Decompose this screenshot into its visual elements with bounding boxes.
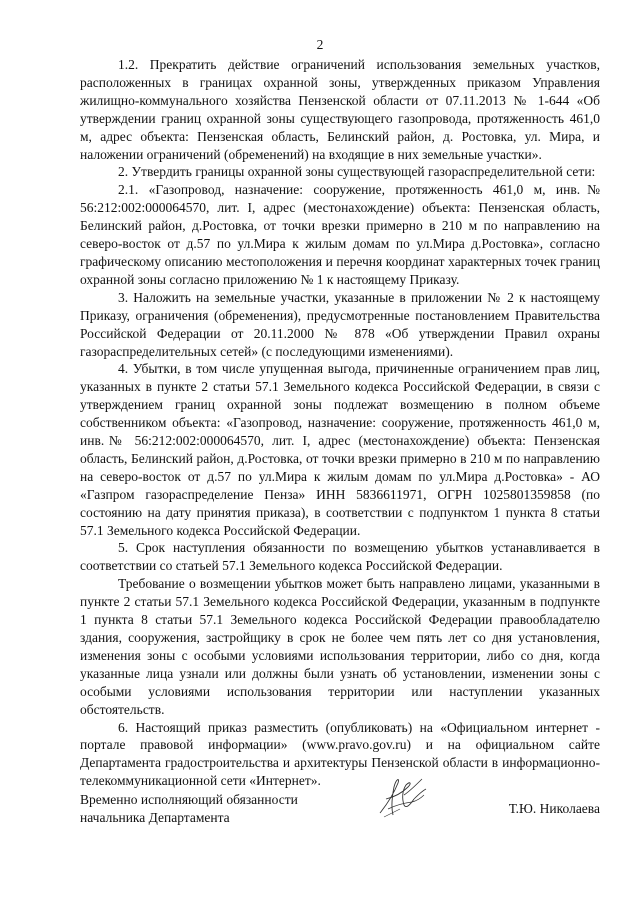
signatory-position-line-1: Временно исполняющий обязанности	[80, 792, 298, 807]
paragraph-2-1: 2.1. «Газопровод, назначение: сооружение, протяженность 461,0 м, инв.№ 56:212:002:000064570, лит. I, адрес (местонахождение) объекта: Пензенская область, Белинский район, д.Ростовка, от точки врезки примерно в 210 м по направлению на северо-восток от д.57 по ул.Мира к жилым домам по ул.Мира д.Ростовка», согласно графическому описанию местоположения и перечня координат характерных точек границ охранной зоны согласно приложению № 1 к настоящему Приказу.	[80, 182, 600, 287]
signatory-position	[80, 791, 298, 827]
paragraph-1-2: 1.2. Прекратить действие ограничений использования земельных участков, расположенных в границах охранной зоны, утвержденных приказом Управления жилищно-коммунального хозяйства Пензенской области от 07.11.2013 № 1-644 «Об утверждении границ охранной зоны существующего газопровода, протяженность 461,0 м, адрес объекта: Пензенская область, Белинский район, д. Ростовка, ул. Мира, и наложении ограничений (обременений) на входящие в них земельные участки».	[80, 57, 600, 162]
page-number: 2	[316, 37, 324, 52]
paragraph-3: 3. Наложить на земельные участки, указанные в приложении № 2 к настоящему Приказу, ограничения (обременения), предусмотренные постановлением Правительства Российской Федерации от 20.11.2000 № 878 «Об утверждении Правил охраны газораспределительных сетей» (с последующими изменениями).	[80, 289, 600, 359]
signatory-name: Т.Ю. Николаева	[508, 801, 600, 816]
paragraph-2: 2. Утвердить границы охранной зоны существующей газораспределительной сети:	[118, 164, 596, 180]
paragraph-6: 6. Настоящий приказ разместить (опубликовать) на «Официальном интернет - портале правовой информации» (www.pravo.gov.ru) и на официальном сайте Департамента градостроительства и архитектуры Пензенской области в информационно-телекоммуникационной сети «Интернет».	[80, 719, 600, 789]
signatory-position-line-2: начальника Департамента	[80, 810, 230, 825]
document-body	[80, 56, 600, 790]
signature-block	[80, 791, 600, 851]
paragraph-5: 5. Срок наступления обязанности по возмещению убытков устанавливается в соответствии со статьей 57.1 Земельного кодекса Российской Федерации.	[80, 540, 600, 574]
handwritten-signature	[374, 769, 432, 823]
paragraph-4: 4. Убытки, в том числе упущенная выгода, причиненные ограничением прав лиц, указанных в пункте 2 статьи 57.1 Земельного кодекса Российской Федерации, в связи с утверждением границ охранной зоны подлежат возмещению в полном объеме собственником объекта: «Газопровод, назначение: сооружение, протяженность 461,0 м, инв.№ 56:212:002:000064570, лит. I, адрес (местонахождение) объекта: Пензенская область, Белинский район, д.Ростовка, от точки врезки примерно в 210 м по направлению на северо-восток от д.57 по ул.Мира к жилым домам по ул.Мира д.Ростовка» - АО «Газпром газораспределение Пенза» ИНН 5836611971, ОГРН 1025801359858 (по состоянию на дату принятия приказа), в соответствии с подпунктом 1 пункта 8 статьи 57.1 Земельного кодекса Российской Федерации.	[80, 361, 600, 538]
paragraph-claim: Требование о возмещении убытков может быть направлено лицами, указанными в пункте 2 статьи 57.1 Земельного кодекса Российской Федерации, указанным в подпункте 1 пункта 8 статьи 57.1 Земельного кодекса Российской Федерации правообладателю здания, сооружения, застройщику в срок не более чем пять лет со дня установления, изменения зоны с особыми условиями использования территории, либо со дня, когда указанные лица узнали или должны были узнать об установлении, изменении зоны с особыми условиями использования территории или наступлении указанных обстоятельств.	[80, 576, 600, 717]
